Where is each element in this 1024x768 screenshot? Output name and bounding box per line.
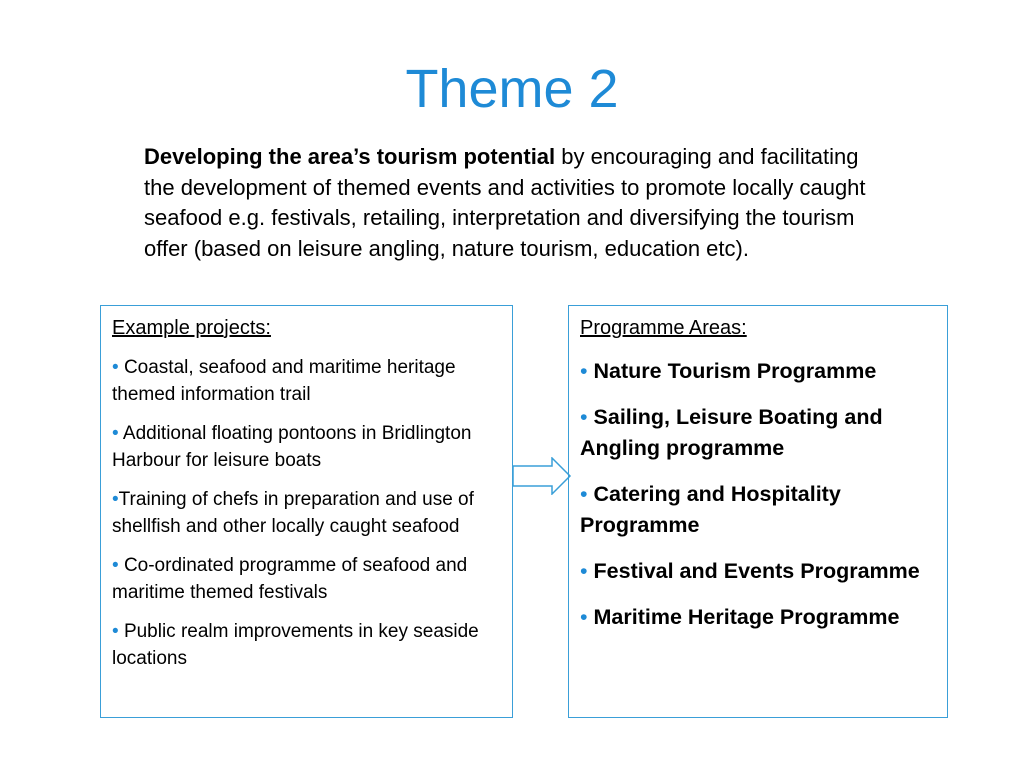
example-project-item — [112, 354, 500, 408]
bullet-icon: • — [580, 482, 594, 506]
example-project-item — [112, 486, 500, 540]
programme-area-item — [580, 356, 937, 387]
bullet-icon: • — [112, 423, 123, 444]
example-project-item — [112, 618, 500, 672]
programme-area-text: Maritime Heritage Programme — [593, 605, 900, 629]
programme-area-text: Catering and Hospitality Programme — [580, 482, 841, 537]
programme-area-text: Sailing, Leisure Boating and Angling programme — [580, 405, 883, 460]
bullet-icon: • — [580, 405, 594, 429]
programme-areas-box — [568, 305, 948, 718]
right-arrow-icon — [512, 457, 572, 495]
bullet-icon: • — [112, 357, 124, 378]
example-project-text: Co-ordinated programme of seafood and maritime themed festivals — [112, 555, 468, 603]
example-project-text: Public realm improvements in key seaside locations — [112, 621, 479, 669]
example-project-text: Additional floating pontoons in Bridlington Harbour for leisure boats — [112, 423, 472, 471]
programme-areas-heading: Programme Areas: — [580, 317, 747, 339]
programme-area-item — [580, 402, 937, 464]
example-project-text: Coastal, seafood and maritime heritage themed information trail — [112, 357, 456, 405]
programme-area-item — [580, 479, 937, 541]
example-project-text: Training of chefs in preparation and use of shellfish and other locally caught seafood — [112, 489, 474, 537]
bullet-icon: • — [580, 359, 594, 383]
programme-area-text: Festival and Events Programme — [593, 559, 920, 583]
example-projects-heading: Example projects: — [112, 317, 271, 339]
programme-area-text: Nature Tourism Programme — [593, 359, 877, 383]
bullet-icon: • — [580, 605, 594, 629]
intro-paragraph — [144, 142, 889, 264]
bullet-icon: • — [112, 489, 119, 510]
bullet-icon: • — [112, 621, 124, 642]
intro-text: by encouraging and facilitating the development of themed events and activities to promote locally caught seafood e.g. festivals, retailing, interpretation and diversifying the tourism offer (based on leisure angling, nature tourism, education etc). — [144, 144, 866, 261]
programme-area-item — [580, 556, 937, 587]
intro-bold-phrase: Developing the area’s tourism potential — [144, 144, 556, 169]
bullet-icon: • — [112, 555, 124, 576]
bullet-icon: • — [580, 559, 594, 583]
example-projects-box — [100, 305, 513, 718]
programme-area-item — [580, 602, 937, 633]
example-project-item — [112, 420, 500, 474]
example-project-item — [112, 552, 500, 606]
slide-title: Theme 2 — [405, 59, 619, 119]
